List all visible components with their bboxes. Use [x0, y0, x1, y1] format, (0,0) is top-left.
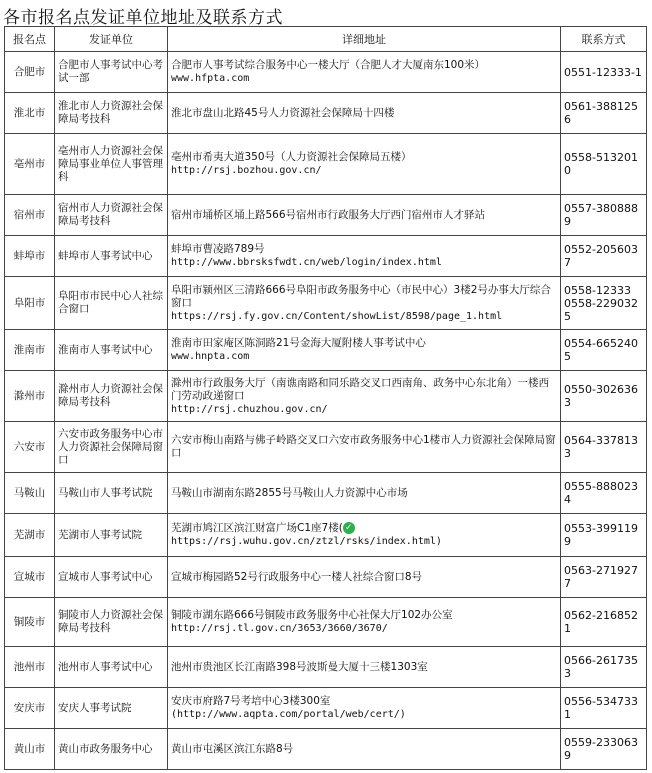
phone-number: 0558-12333: [564, 283, 631, 297]
verified-check-icon: ✓: [343, 522, 355, 534]
cell-dept: 马鞍山市人事考试院: [55, 473, 168, 514]
address-text: 池州市贵池区长江南路398号波斯曼大厦十三楼1303室: [171, 660, 428, 673]
cell-dept: 铜陵市人力资源社会保障局考技科: [55, 598, 168, 647]
cell-dept: 池州市人事考试中心: [55, 647, 168, 688]
phone-number-secondary: 0558-2290325: [564, 296, 638, 323]
cell-phone: [561, 688, 647, 729]
website-link[interactable]: www.hnpta.com: [171, 351, 250, 362]
address-text: 黄山市屯溪区滨江东路8号: [171, 742, 294, 755]
cell-dept: 蚌埠市人事考试中心: [55, 236, 168, 277]
cell-phone: [561, 647, 647, 688]
website-link[interactable]: http://www.bbrsksfwdt.cn/web/login/index.html: [171, 257, 442, 268]
address-text: 亳州市希夷大道350号（人力资源社会保障局五楼）: [171, 151, 412, 163]
table-row: [5, 598, 647, 647]
cell-dept: 宣城市人事考试中心: [55, 557, 168, 598]
cell-city: 阜阳市: [5, 277, 55, 330]
website-link[interactable]: www.hfpta.com: [171, 73, 250, 84]
cell-city: 淮北市: [5, 93, 55, 134]
table-row: [5, 371, 647, 422]
website-link[interactable]: https://rsj.wuhu.gov.cn/ztzl/rsks/index.html): [171, 536, 442, 547]
website-link[interactable]: http://rsj.tl.gov.cn/3653/3660/3670/: [171, 623, 388, 634]
cell-addr: [168, 557, 561, 598]
phone-number: 0562-2168521: [564, 609, 638, 635]
table-row: [5, 473, 647, 514]
phone-number: 0556-5347331: [564, 695, 638, 721]
cell-city: 马鞍山: [5, 473, 55, 514]
cell-addr: [168, 134, 561, 195]
phone-number: 0566-2617353: [564, 654, 638, 680]
phone-number: 0552-2056037: [564, 243, 638, 269]
website-link[interactable]: (http://www.aqpta.com/portal/web/cert/): [171, 709, 406, 720]
cell-addr: [168, 598, 561, 647]
cell-addr: [168, 514, 561, 557]
header-city: 报名点: [5, 27, 55, 52]
table-row: [5, 647, 647, 688]
cell-city: 合肥市: [5, 52, 55, 93]
table-row: [5, 422, 647, 473]
table-row: [5, 557, 647, 598]
cell-phone: [561, 236, 647, 277]
cell-dept: 六安市政务服务中心市人力资源社会保障局窗口: [55, 422, 168, 473]
cell-phone: [561, 557, 647, 598]
address-text: 阜阳市颍州区三清路666号阜阳市政务服务中心（市民中心）3楼2号办事大厅综合窗口: [171, 283, 551, 309]
cell-phone: [561, 52, 647, 93]
cell-dept: 芜湖市人事考试院: [55, 514, 168, 557]
cell-dept: 合肥市人事考试中心考试一部: [55, 52, 168, 93]
address-text: 安庆市府路7号考培中心3楼300室: [171, 695, 331, 707]
address-text: 宿州市埇桥区埇上路566号宿州市行政服务大厅西门宿州市人才驿站: [171, 208, 486, 221]
website-link[interactable]: http://rsj.chuzhou.gov.cn/: [171, 403, 328, 415]
phone-number: 0550-3026363: [564, 383, 638, 409]
phone-number: 0554-6652405: [564, 337, 638, 363]
cell-city: 宿州市: [5, 195, 55, 236]
website-link[interactable]: https://rsj.fy.gov.cn/Content/showList/8598/page_1.html: [171, 310, 503, 322]
address-text: 合肥市人事考试综合服务中心一楼大厅（合肥人才大厦南东100米）: [171, 59, 486, 71]
cell-addr: [168, 647, 561, 688]
cell-city: 蚌埠市: [5, 236, 55, 277]
cell-dept: 滁州市人力资源社会保障局考技科: [55, 371, 168, 422]
cell-dept: 淮南市人事考试中心: [55, 330, 168, 371]
table-header-row: [5, 27, 647, 52]
address-text: 滁州市行政服务大厅（南谯南路和同乐路交叉口西南角、政务中心东北角）一楼西门劳动政递窗口: [171, 376, 549, 402]
cell-addr: [168, 236, 561, 277]
address-text: 马鞍山市湖南东路2855号马鞍山人力资源中心市场: [171, 486, 408, 499]
cell-addr: [168, 422, 561, 473]
cell-city: 滁州市: [5, 371, 55, 422]
address-text: 淮南市田家庵区陈洞路21号金海大厦附楼人事考试中心: [171, 337, 426, 349]
cell-addr: [168, 277, 561, 330]
phone-number: 0559-2330639: [564, 736, 638, 762]
address-text: 铜陵市湖东路666号铜陵市政务服务中心社保大厅102办公室: [171, 609, 453, 621]
cell-addr: [168, 52, 561, 93]
phone-number: 0563-2719277: [564, 564, 638, 590]
cell-city: 安庆市: [5, 688, 55, 729]
cell-addr: [168, 473, 561, 514]
cell-phone: [561, 195, 647, 236]
cell-city: 芜湖市: [5, 514, 55, 557]
cell-dept: 黄山市政务服务中心: [55, 729, 168, 770]
cell-city: 铜陵市: [5, 598, 55, 647]
phone-number: 0561-3881256: [564, 100, 638, 126]
table-row: [5, 195, 647, 236]
header-addr: 详细地址: [168, 27, 561, 52]
cell-addr: [168, 330, 561, 371]
cell-city: 淮南市: [5, 330, 55, 371]
phone-number: 0555-8880234: [564, 480, 638, 506]
cell-phone: [561, 514, 647, 557]
cell-city: 宣城市: [5, 557, 55, 598]
website-link[interactable]: http://rsj.bozhou.gov.cn/: [171, 165, 322, 176]
cell-dept: 阜阳市市民中心人社综合窗口: [55, 277, 168, 330]
table-row: [5, 93, 647, 134]
cell-phone: [561, 93, 647, 134]
table-row: [5, 277, 647, 330]
cell-city: 六安市: [5, 422, 55, 473]
page-title: 各市报名点发证单位地址及联系方式: [3, 8, 283, 28]
cell-city: 黄山市: [5, 729, 55, 770]
cell-addr: [168, 688, 561, 729]
cell-dept: 亳州市人力资源社会保障局事业单位人事管理科: [55, 134, 168, 195]
contact-table: [4, 26, 647, 770]
header-dept: 发证单位: [55, 27, 168, 52]
cell-phone: [561, 473, 647, 514]
table-row: [5, 330, 647, 371]
cell-dept: 宿州市人力资源社会保障局考技科: [55, 195, 168, 236]
address-text: 六安市梅山南路与佛子岭路交叉口六安市政务服务中心1楼市人力资源社会保障局窗口: [171, 434, 556, 459]
cell-addr: [168, 729, 561, 770]
cell-phone: [561, 277, 647, 330]
cell-city: 亳州市: [5, 134, 55, 195]
address-text: 宣城市梅园路52号行政服务中心一楼人社综合窗口8号: [171, 570, 423, 583]
cell-dept: 安庆人事考试院: [55, 688, 168, 729]
address-text: 淮北市盘山北路45号人力资源社会保障局十四楼: [171, 106, 395, 119]
cell-phone: [561, 371, 647, 422]
table-row: [5, 729, 647, 770]
cell-phone: [561, 422, 647, 473]
cell-addr: [168, 195, 561, 236]
cell-phone: [561, 729, 647, 770]
phone-number: 0558-5132010: [564, 151, 638, 177]
address-text: 芜湖市鸠江区滨江财富广场C1座7楼(: [171, 522, 343, 534]
table-row: [5, 514, 647, 557]
cell-dept: 淮北市人力资源社会保障局考技科: [55, 93, 168, 134]
phone-number: 0564-3378133: [564, 434, 638, 460]
header-phone: 联系方式: [561, 27, 647, 52]
table-row: [5, 688, 647, 729]
cell-phone: [561, 330, 647, 371]
cell-phone: [561, 134, 647, 195]
cell-addr: [168, 93, 561, 134]
address-text: 蚌埠市曹凌路789号: [171, 243, 265, 255]
cell-addr: [168, 371, 561, 422]
table-row: [5, 236, 647, 277]
table-row: [5, 52, 647, 93]
table-row: [5, 134, 647, 195]
phone-number: 0553-3991199: [564, 522, 638, 548]
cell-phone: [561, 598, 647, 647]
phone-number: 0551-12333-1: [564, 65, 642, 79]
phone-number: 0557-3808889: [564, 202, 638, 228]
cell-city: 池州市: [5, 647, 55, 688]
